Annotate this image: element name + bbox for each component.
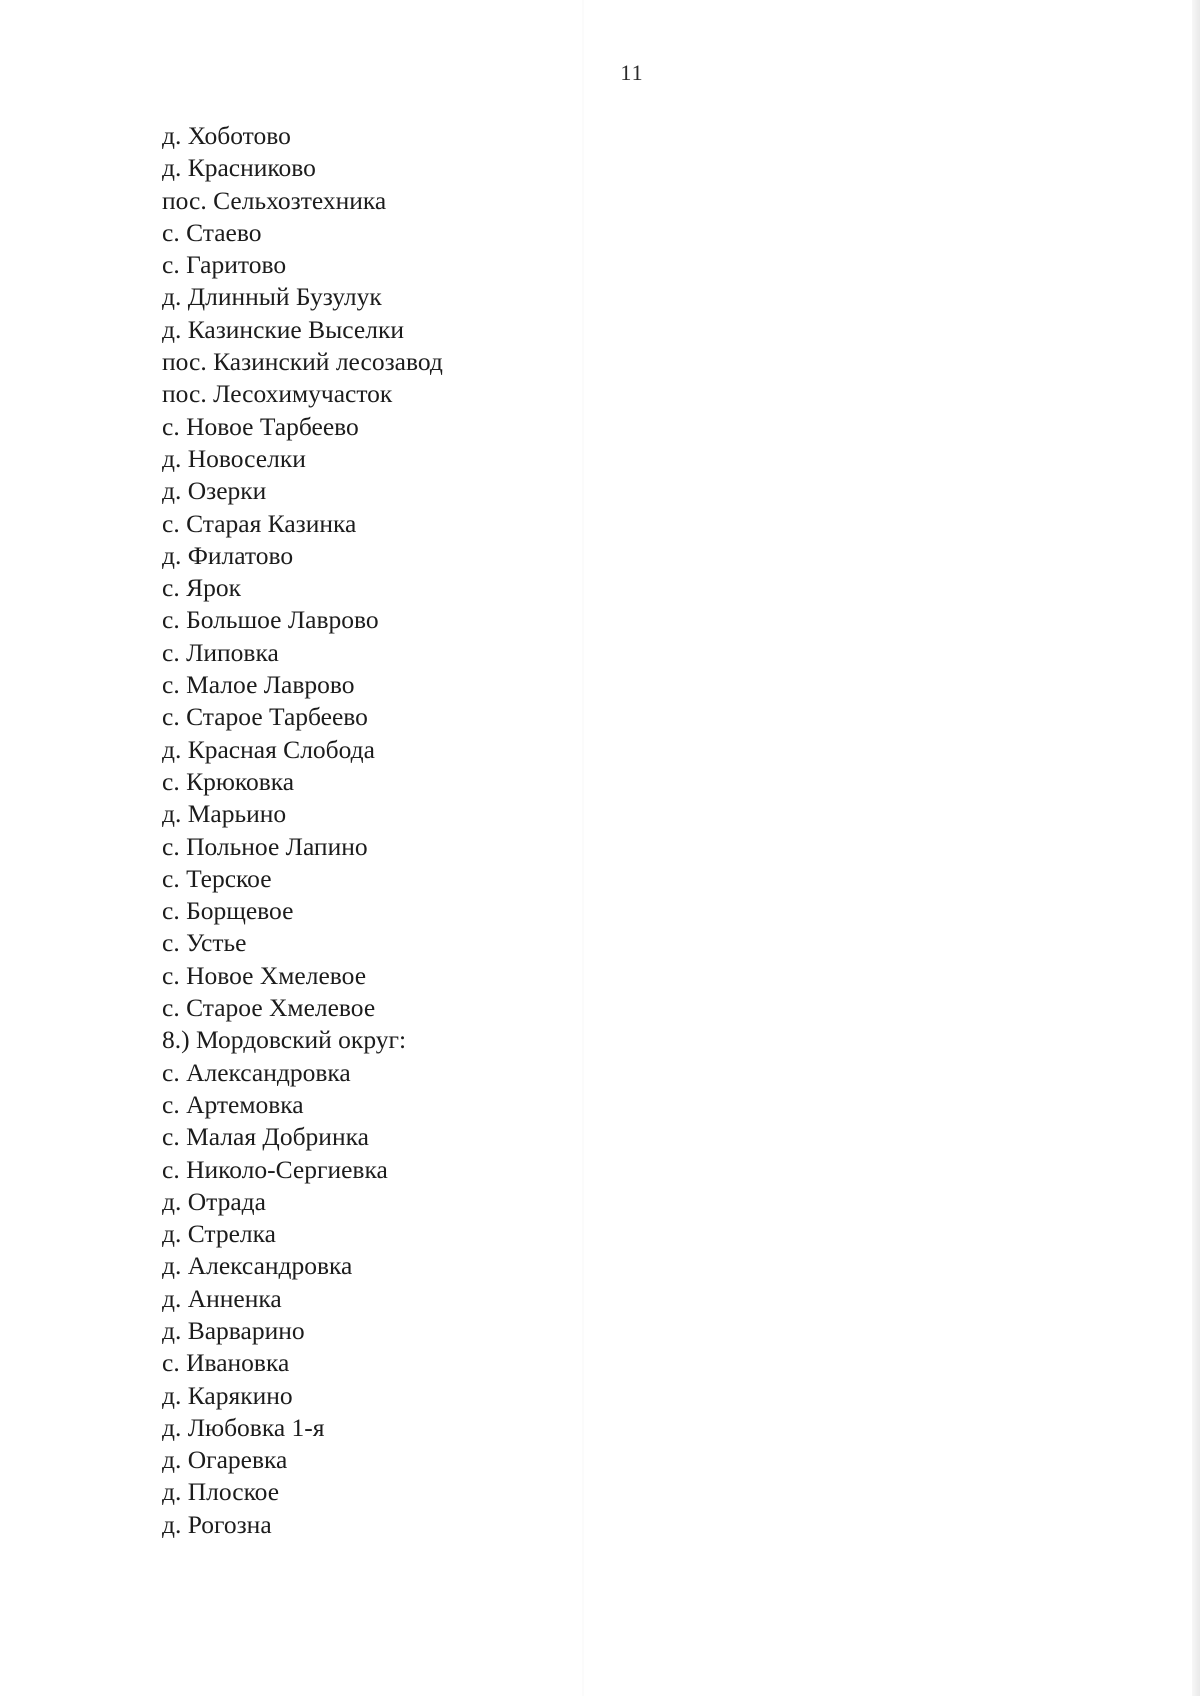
list-item: пос. Сельхозтехника xyxy=(162,185,387,215)
list-item: пос. Казинский лесозавод xyxy=(162,347,443,377)
list-item: д. Александровка xyxy=(162,1251,353,1281)
list-item: с. Ярок xyxy=(162,573,241,603)
list-item: д. Карякино xyxy=(162,1380,293,1410)
list-item: д. Красная Слобода xyxy=(162,734,375,764)
list-item: с. Липовка xyxy=(162,637,279,667)
list-item: с. Малая Добринка xyxy=(162,1122,369,1152)
list-item: д. Любовка 1-я xyxy=(162,1412,325,1442)
list-item: д. Филатово xyxy=(162,540,294,570)
section-heading: 8.) Мордовский округ: xyxy=(162,1025,407,1055)
list-item: д. Красниково xyxy=(162,153,316,183)
page-number: 11 xyxy=(620,60,644,85)
scan-fold-shadow xyxy=(582,0,584,1696)
settlement-list xyxy=(162,120,443,1541)
list-item: с. Новое Хмелевое xyxy=(162,960,367,990)
page-edge-shadow xyxy=(1192,0,1200,1696)
list-item: с. Терское xyxy=(162,863,272,893)
list-item: д. Отрада xyxy=(162,1186,266,1216)
list-item: с. Стаево xyxy=(162,217,262,247)
list-item: д. Варварино xyxy=(162,1315,305,1345)
list-item: с. Александровка xyxy=(162,1057,351,1087)
list-item: с. Устье xyxy=(162,928,247,958)
list-item: д. Озерки xyxy=(162,476,267,506)
list-item: д. Казинские Выселки xyxy=(162,314,404,344)
list-item: д. Стрелка xyxy=(162,1219,276,1249)
list-item: с. Гаритово xyxy=(162,250,287,280)
list-item: с. Старое Хмелевое xyxy=(162,993,376,1023)
list-item: с. Малое Лаврово xyxy=(162,670,355,700)
list-item: д. Рогозна xyxy=(162,1509,272,1539)
list-item: д. Новоселки xyxy=(162,443,306,473)
list-item: д. Длинный Бузулук xyxy=(162,282,382,312)
list-item: д. Марьино xyxy=(162,799,287,829)
list-item: пос. Лесохимучасток xyxy=(162,379,393,409)
list-item: д. Огаревка xyxy=(162,1445,288,1475)
list-item: с. Крюковка xyxy=(162,766,295,796)
list-item: д. Плоское xyxy=(162,1477,280,1507)
list-item: д. Анненка xyxy=(162,1283,282,1313)
list-item: с. Борщевое xyxy=(162,896,294,926)
list-item: д. Хоботово xyxy=(162,121,291,150)
list-item: с. Большое Лаврово xyxy=(162,605,379,635)
list-item: с. Старое Тарбеево xyxy=(162,702,368,732)
list-item: с. Старая Казинка xyxy=(162,508,357,538)
list-item: с. Ивановка xyxy=(162,1348,290,1378)
list-item: с. Польное Лапино xyxy=(162,831,368,861)
list-item: с. Новое Тарбеево xyxy=(162,411,359,441)
list-item: с. Николо-Сергиевка xyxy=(162,1154,388,1184)
list-item: с. Артемовка xyxy=(162,1089,304,1119)
